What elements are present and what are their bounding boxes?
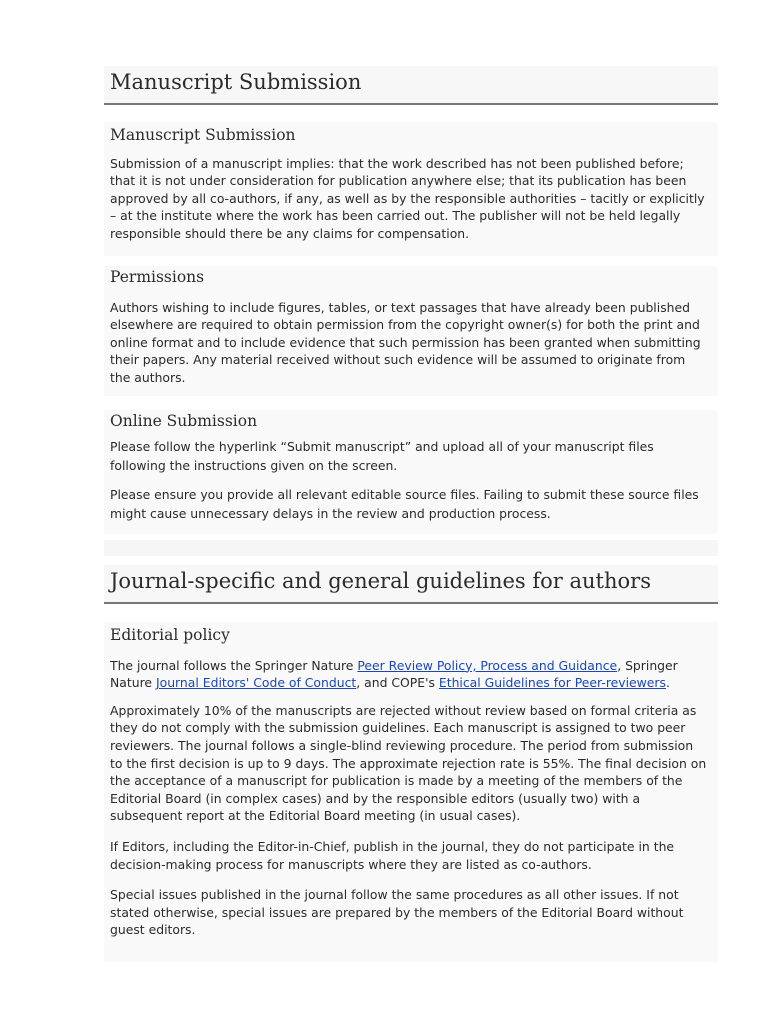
editorial-paragraph-2 [110, 702, 718, 825]
editorial-intro-paragraph [110, 657, 718, 692]
editorial-paragraph-3 [110, 838, 718, 873]
paragraph-line: If Editors, including the Editor-in-Chief, publish in the journal, they do not participate in the [110, 838, 675, 854]
section-manuscript-submission [104, 66, 718, 105]
text-span: . [665, 675, 670, 691]
paragraph-line: Editorial Board (in complex cases) and by the responsible editors (usually two) with a [110, 790, 641, 806]
online-paragraph-1 [110, 437, 718, 475]
editors-code-of-conduct-link[interactable]: Journal Editors' Code of Conduct [155, 675, 357, 691]
paragraph-line: responsible should there be any claims for compensation. [110, 225, 470, 241]
subsection-editorial-policy [104, 622, 718, 962]
subsection-heading: Manuscript Submission [110, 126, 296, 144]
paragraph-line: the authors. [110, 369, 186, 385]
paragraph-line: might cause unnecessary delays in the review and production process. [110, 505, 551, 521]
paragraph-line [110, 657, 718, 675]
divider-band [104, 540, 718, 556]
paragraph-line: subsequent report at the Editorial Board meeting (in usual cases). [110, 808, 521, 824]
paragraph-line: stated otherwise, special issues are prepared by the members of the Editorial Board without [110, 904, 684, 920]
subsection-heading: Permissions [110, 268, 205, 286]
text-span: The journal follows the Springer Nature [110, 657, 358, 673]
paragraph-line: elsewhere are required to obtain permission from the copyright owner(s) for both the print and [110, 317, 700, 333]
paragraph-line: Approximately 10% of the manuscripts are rejected without review based on formal criteria as [110, 702, 697, 718]
paragraph-line: online format and to include evidence that such permission has been granted when submitting [110, 334, 701, 350]
subsection-manuscript-submission [104, 122, 718, 256]
manuscript-paragraph [110, 155, 718, 243]
section-journal-guidelines [104, 565, 718, 604]
paragraph-line: decision-making process for manuscripts where they are listed as co-authors. [110, 856, 592, 872]
paragraph-line: the acceptance of a manuscript for publication is made by a meeting of the members of the [110, 773, 683, 789]
paragraph-line: Special issues published in the journal follow the same procedures as all other issues. If not [110, 887, 679, 903]
paragraph-line: Authors wishing to include figures, tables, or text passages that have already been published [110, 299, 690, 315]
text-span: , and COPE's [356, 675, 439, 691]
text-span: Nature [110, 675, 156, 691]
subsection-heading: Editorial policy [110, 626, 230, 644]
permissions-paragraph [110, 299, 718, 387]
paragraph-line: Submission of a manuscript implies: that the work described has not been published before; [110, 155, 684, 171]
paragraph-line: following the instructions given on the screen. [110, 457, 398, 473]
ethical-guidelines-link[interactable]: Ethical Guidelines for Peer-reviewers [438, 675, 666, 691]
paragraph-line: Please ensure you provide all relevant editable source files. Failing to submit these source files [110, 486, 699, 502]
subsection-heading: Online Submission [110, 412, 258, 430]
online-paragraph-2 [110, 485, 718, 523]
editorial-paragraph-4 [110, 886, 718, 939]
paragraph-line: approved by all co-authors, if any, as well as by the responsible authorities – tacitly or explicitly [110, 190, 705, 206]
paragraph-line: guest editors. [110, 922, 196, 938]
section-title: Journal-specific and general guidelines for authors [104, 565, 718, 604]
paragraph-line: to the first decision is up to 9 days. The approximate rejection rate is 55%. The final decision on [110, 755, 707, 771]
section-title: Manuscript Submission [104, 66, 718, 105]
paragraph-line: reviewers. The journal follows a single-blind reviewing procedure. The period from submission [110, 737, 694, 753]
text-span: , Springer [617, 657, 678, 673]
paragraph-line: they do not comply with the submission guidelines. Each manuscript is assigned to two peer [110, 720, 686, 736]
paragraph-line: that it is not under consideration for publication anywhere else; that its publication has been [110, 173, 687, 189]
paragraph-line: – at the institute where the work has been carried out. The publisher will not be held legally [110, 208, 681, 224]
paragraph-line: their papers. Any material received without such evidence will be assumed to originate from [110, 352, 686, 368]
subsection-online-submission [104, 410, 718, 534]
paragraph-line: Please follow the hyperlink “Submit manuscript” and upload all of your manuscript files [110, 438, 654, 454]
paragraph-line [110, 674, 718, 692]
peer-review-policy-link[interactable]: Peer Review Policy, Process and Guidance [357, 657, 618, 673]
subsection-permissions [104, 266, 718, 396]
